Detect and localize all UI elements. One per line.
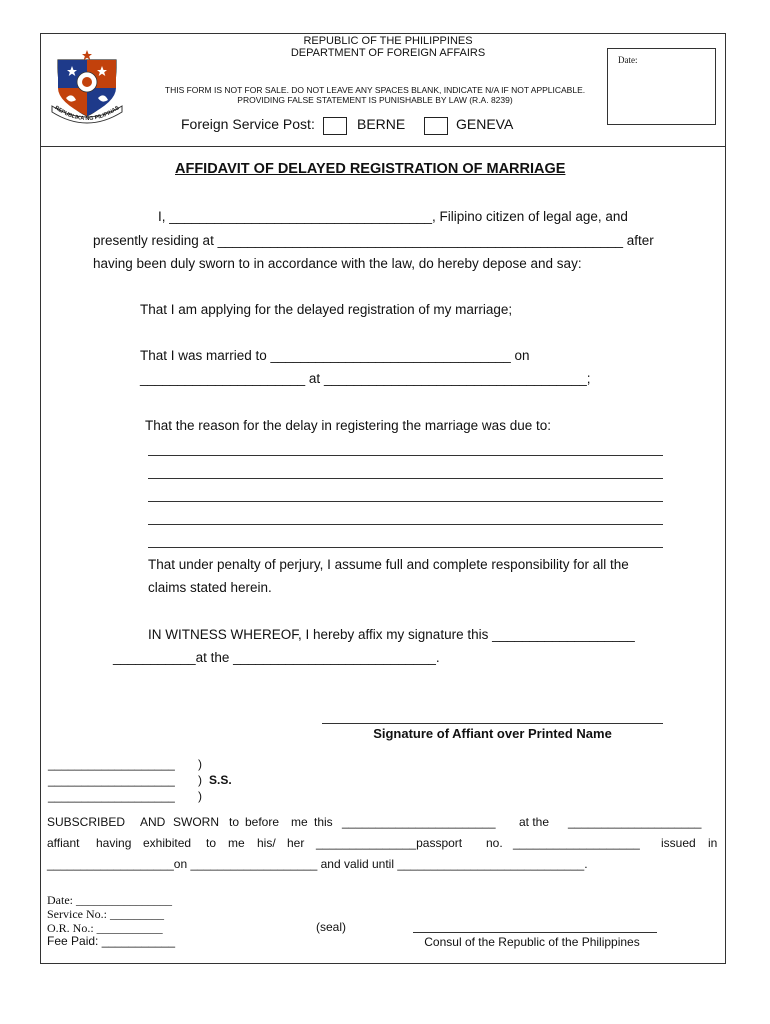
- svg-text:REPUBLIKA NG PILIPINAS: REPUBLIKA NG PILIPINAS: [53, 105, 121, 123]
- and-word: AND: [140, 815, 166, 829]
- married-to-line[interactable]: That I was married to ________________________________ on: [140, 348, 530, 363]
- affiant-word: affiant: [47, 836, 80, 850]
- sworn-statement: having been duly sworn to in accordance with the law, do hereby depose and say:: [93, 256, 582, 271]
- reason-line-5[interactable]: [148, 547, 663, 548]
- geneva-label: GENEVA: [456, 116, 514, 132]
- me-word: me: [291, 815, 308, 829]
- passport-blank[interactable]: _______________passport: [316, 836, 463, 850]
- sworn-word: SWORN: [173, 815, 219, 829]
- footer-date[interactable]: Date: ________________: [47, 893, 172, 907]
- venue-paren-3: ): [198, 789, 202, 803]
- affiant-signature-line[interactable]: [322, 723, 663, 724]
- notice-line-2: PROVIDING FALSE STATEMENT IS PUNISHABLE BY LAW (R.A. 8239): [237, 95, 513, 105]
- applying-statement: That I am applying for the delayed registration of my marriage;: [140, 302, 513, 317]
- having-word: having: [96, 836, 132, 850]
- geneva-checkbox[interactable]: [424, 117, 448, 135]
- reason-line-2[interactable]: [148, 478, 663, 479]
- venue-blank-1[interactable]: ___________________: [48, 757, 175, 771]
- venue-paren-2: ): [198, 773, 202, 787]
- to-me-word-2: me: [228, 836, 245, 850]
- consul-label: Consul of the Republic of the Philippines: [424, 935, 640, 949]
- issued-word: issued: [661, 836, 696, 850]
- header-divider: [40, 146, 726, 147]
- footer-fee-paid[interactable]: Fee Paid: ___________: [47, 934, 176, 948]
- venue-blank-2[interactable]: ___________________: [48, 773, 175, 787]
- berne-label: BERNE: [357, 116, 406, 132]
- perjury-statement-l2: claims stated herein.: [148, 580, 272, 595]
- berne-checkbox[interactable]: [323, 117, 347, 135]
- footer-service-no[interactable]: Service No.: _________: [47, 907, 164, 921]
- footer-or-no[interactable]: O.R. No.: ___________: [47, 921, 163, 935]
- form-title: AFFIDAVIT OF DELAYED REGISTRATION OF MARRIAGE: [175, 161, 566, 177]
- his-word: his/: [257, 836, 276, 850]
- venue-paren-1: ): [198, 757, 202, 771]
- header-republic: REPUBLIC OF THE PHILIPPINES: [303, 35, 473, 47]
- date-box[interactable]: [607, 48, 716, 125]
- witness-place-line[interactable]: ___________at the ___________________________.: [113, 650, 440, 665]
- consul-signature-line[interactable]: [413, 932, 657, 933]
- at-the-label: at the: [519, 815, 550, 829]
- seal-placeholder: (seal): [316, 920, 347, 934]
- before-word: before: [245, 815, 280, 829]
- date-label: Date:: [618, 55, 638, 65]
- affiant-name-line[interactable]: I, ___________________________________, Filipino citizen of legal age, and: [158, 209, 628, 224]
- reason-line-1[interactable]: [148, 455, 663, 456]
- header-department: DEPARTMENT OF FOREIGN AFFAIRS: [290, 47, 486, 59]
- reason-line-4[interactable]: [148, 524, 663, 525]
- foreign-service-post-label: Foreign Service Post:: [181, 116, 315, 132]
- witness-whereof-line[interactable]: IN WITNESS WHEREOF, I hereby affix my signature this ___________________: [148, 627, 635, 642]
- dfa-seal-icon: [46, 46, 128, 134]
- venue-blank-3[interactable]: ___________________: [48, 789, 175, 803]
- ss-label: S.S.: [209, 773, 232, 787]
- her-word: her: [287, 836, 305, 850]
- subscribed-place-blank[interactable]: ____________________: [568, 815, 702, 829]
- philippine-seal: [46, 46, 128, 134]
- affiant-signature-label: Signature of Affiant over Printed Name: [373, 726, 612, 741]
- passport-validity-line[interactable]: ___________________on ___________________ and valid until ____________________________.: [47, 857, 588, 871]
- perjury-statement-l1: That under penalty of perjury, I assume full and complete responsibility for all the: [148, 557, 629, 572]
- residence-line[interactable]: presently residing at ______________________________________________________ after: [93, 233, 654, 248]
- to-me-word-1: to: [206, 836, 217, 850]
- passport-no-label: no.: [486, 836, 503, 850]
- subscribed-word: SUBSCRIBED: [47, 815, 126, 829]
- subscribed-date-blank[interactable]: _______________________: [342, 815, 496, 829]
- exhibited-word: exhibited: [143, 836, 192, 850]
- in-word: in: [708, 836, 718, 850]
- reason-line-3[interactable]: [148, 501, 663, 502]
- delay-reason-label: That the reason for the delay in registering the marriage was due to:: [145, 418, 551, 433]
- passport-number-blank[interactable]: ___________________: [513, 836, 640, 850]
- this-word: this: [314, 815, 333, 829]
- notice-line-1: THIS FORM IS NOT FOR SALE. DO NOT LEAVE ANY SPACES BLANK, INDICATE N/A IF NOT APPLICABLE.: [164, 85, 586, 95]
- to-word: to: [229, 815, 240, 829]
- marriage-date-place-line[interactable]: ______________________ at ___________________________________;: [140, 371, 591, 386]
